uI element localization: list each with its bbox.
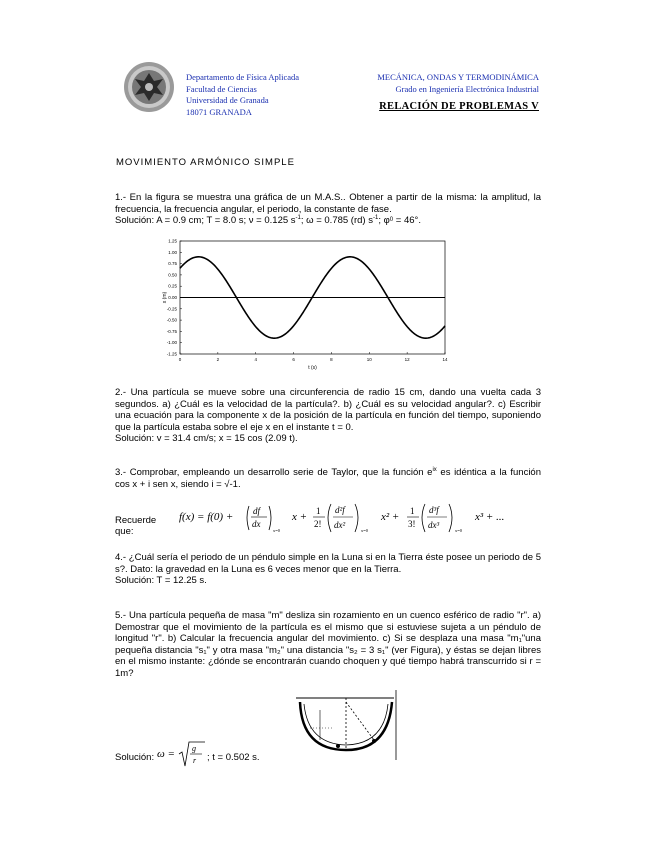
section-title: MOVIMIENTO ARMÓNICO SIMPLE [116,157,295,168]
x-ticks [179,352,448,362]
solution-time: ; t = 0.502 s. [207,752,260,763]
y-tick-label: 0.25 [168,283,177,289]
problem-2-text: 2.- Una partícula se mueve sobre una circunferencia de radio 15 cm, dando una vuelta cada 3 segundos. a) ¿Cuál es la velocidad de la partícula?. b) ¿Cuál es su velocidad angular?. c) Escribir una ecuación para la componente x de la posición de la partícula en función del tiempo, suponiendo que la partícula estaba sobre el eje x en el instante t = 0. [115,387,541,433]
dept-line-2: Facultad de Ciencias [186,83,257,94]
y-tick-label: -0.25 [166,306,177,312]
svg-text:ω =: ω = [157,748,175,760]
taylor-series-equation [177,498,557,542]
omega-formula [157,740,207,770]
y-tick-label: -1.00 [166,340,177,346]
university-seal-logo [123,61,175,113]
problem-3-text: 3.- Comprobar, empleando un desarrollo serie de Taylor, que la función $e^{ix}$ es idéntica a la función cos x + i sen x, siendo i = √-1. [115,467,541,490]
svg-text:dx³: dx³ [428,520,440,530]
problem-5-text: 5.- Una partícula pequeña de masa "m" desliza sin rozamiento en un cuenco esférico de radio "r". a) Demostrar que el movimiento de la partícula es el mismo que si estuviese sujeta a un péndulo de longitud "r". b) Calcular la frecuencia angular del movimiento. c) Si se desplaza una masa "m₁"una pequeña distancia "s₁" y otra masa "m₂" una distancia "s₂ = 3 s₁" (ver Figura), y éstas se dejan libres en el mismo instante: ¿dónde se encontrarán cuando choquen y qué tiempo habrá transcurrido si r = 1m? [115,610,541,679]
x-tick-label: 2 [216,357,220,362]
svg-text:x=0: x=0 [361,528,369,533]
svg-text:dx²: dx² [334,520,346,530]
svg-text:x² +: x² + [381,511,400,523]
x-tick-label: 14 [442,357,448,362]
x-axis-label: t (s) [308,365,317,371]
problem-4-text: 4.- ¿Cuál sería el periodo de un péndulo simple en la Luna si en la Tierra éste posee un periodo de 5 s?. Dato: la gravedad en la Luna es 6 veces menor que en la Tierra. [115,552,541,575]
y-tick-label: 0.75 [168,261,177,267]
mas-chart [160,236,460,376]
svg-text:g: g [192,744,196,753]
department-block [186,72,299,118]
y-tick-label: 0.50 [168,272,177,278]
svg-text:x³ + ...: x³ + ... [475,511,505,523]
svg-text:r: r [193,756,197,765]
dept-line-1: Departamento de Física Aplicada [186,72,300,82]
svg-text:1: 1 [316,506,321,516]
svg-text:f(x) = f(0) +: f(x) = f(0) + [179,511,234,523]
y-axis-label: x (m) [162,291,168,304]
x-tick-label: 4 [254,357,257,362]
problem-1 [115,192,541,227]
svg-text:x=0: x=0 [455,528,463,533]
svg-text:d²f: d²f [335,505,345,515]
course-title: MECÁNICA, ONDAS Y TERMODINÁMICA [377,72,539,82]
dept-line-4: 18071 GRANADA [186,106,252,117]
problem-5 [115,610,541,679]
x-tick-label: 12 [404,357,410,362]
problem-2-solution: Solución: v = 31.4 cm/s; x = 15 cos (2.09 t). [115,433,298,444]
x-tick-label: 6 [292,357,295,362]
x-tick-label: 8 [330,357,333,362]
svg-text:dx: dx [252,519,261,529]
spherical-bowl-figure [290,690,402,762]
svg-text:x=0: x=0 [273,528,281,533]
svg-text:1: 1 [410,506,415,516]
y-tick-label: -0.50 [166,317,177,323]
svg-text:2!: 2! [314,519,322,529]
course-block [377,72,539,95]
y-tick-label: -1.25 [166,351,177,357]
solution-label: Solución: [115,752,155,763]
x-tick-label: 10 [366,357,372,362]
problem-1-solution: Solución: A = 0.9 cm; T = 8.0 s; ν = 0.125 $s^{-1}$; ω = 0.785 (rd) $s^{-1}$; φ0 = 46°. [115,215,421,226]
y-tick-label: -0.75 [166,328,177,334]
y-tick-label: 0.00 [168,295,177,300]
dept-line-3: Universidad de Granada [186,95,269,105]
problem-3 [115,467,541,490]
x-tick-label: 0 [178,357,182,362]
problem-4-solution: Solución: T = 12.25 s. [115,575,207,586]
problem-4 [115,552,541,587]
problem-2 [115,387,541,445]
svg-text:d³f: d³f [429,505,439,515]
y-tick-label: 1.25 [168,238,177,244]
recuerde-label: Recuerde que: [115,515,157,537]
y-tick-label: 1.00 [168,249,177,255]
svg-text:x +: x + [292,511,308,523]
course-subtitle: Grado en Ingeniería Electrónica Industrial [395,83,539,94]
svg-text:df: df [253,506,261,516]
problem-1-text: 1.- En la figura se muestra una gráfica de un M.A.S.. Obtener a partir de la misma: la amplitud, la frecuencia, la frecuencia angular, el periodo, la constante de fase. [115,192,541,215]
svg-text:3!: 3! [408,519,416,529]
sheet-title: RELACIÓN DE PROBLEMAS V [379,101,539,112]
